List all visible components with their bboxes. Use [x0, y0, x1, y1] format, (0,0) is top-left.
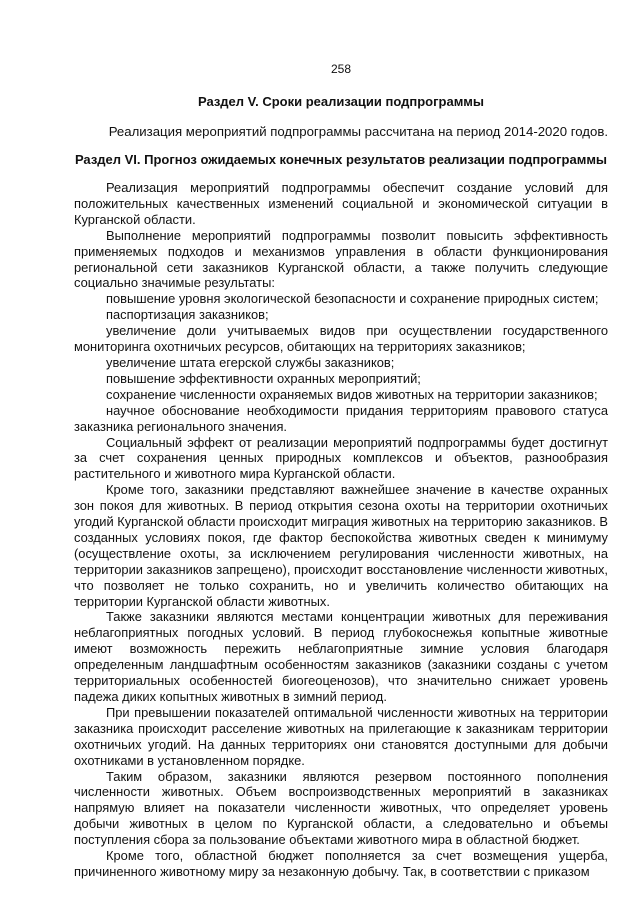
paragraph: Социальный эффект от реализации мероприятий подпрограммы будет достигнут за счет сохранения ценных природных комплексов и объектов, разнообразия растительного и животного мира Курганской области. [74, 434, 608, 482]
list-item: сохранение численности охраняемых видов животных на территории заказников; [106, 386, 598, 402]
paragraph: Кроме того, заказники представляют важнейшее значение в качестве охранных зон покоя для животных. В период открытия сезона охоты на территории охотничьих угодий Курганской области происходит миграция животных на территорию заказников. В созданных условиях покоя, где фактор беспокойства животных сведен к минимуму (осуществление охоты, за исключением регулирования численности животных, на территории заказников запрещено), происходит восстановление численности животных, что позволяет не только сохранить, но и увеличить количество обитающих на территории Курганской области животных. [74, 482, 608, 609]
list-item: научное обоснование необходимости придания территориям правового статуса заказника регионального значения. [74, 402, 608, 434]
paragraph: При превышении показателей оптимальной численности животных на территории заказника происходит расселение животных на прилегающие к заказникам территории охотничьих угодий. На данных территориях они становятся доступными для добычи охотниками в установленном порядке. [74, 704, 608, 768]
paragraph: Также заказники являются местами концентрации животных для переживания неблагоприятных погодных условий. В период глубокоснежья копытные животные имеют возможность пережить неблагоприятные зимние условия благодаря определенным ландшафтным особенностям заказников (заказники созданы с учетом территориальных особенностей биогеоценозов), что значительно снижает уровень падежа диких копытных животных в зимний период. [74, 609, 608, 704]
list-item: увеличение доли учитываемых видов при осуществлении государственного мониторинга охотничьих ресурсов, обитающих на территориях заказников; [74, 323, 608, 355]
list-item: увеличение штата егерской службы заказников; [106, 354, 395, 370]
section-6-body [74, 180, 608, 880]
paragraph: Выполнение мероприятий подпрограммы позволит повысить эффективность применяемых подходов и механизмов управления в области функционирования региональной сети заказников Курганской области, а также получить следующие социально значимые результаты: [74, 227, 608, 291]
list-item: паспортизация заказников; [106, 307, 269, 323]
section-5-title: Раздел V. Сроки реализации подпрограммы [197, 94, 485, 109]
paragraph: Таким образом, заказники являются резервом постоянного пополнения численности животных. Объем воспроизводственных мероприятий в заказниках напрямую влияет на показатели численности животных, что определяет уровень добычи животных в целом по Курганской области, а следовательно и объемы поступления сбора за пользование объектами животного мира в областной бюджет. [74, 768, 608, 848]
page-number: 258 [330, 62, 352, 76]
section-5-text: Реализация мероприятий подпрограммы рассчитана на период 2014-2020 годов. [108, 124, 608, 139]
paragraph: Кроме того, областной бюджет пополняется за счет возмещения ущерба, причиненного животному миру за незаконную добычу. Так, в соответствии с приказом [74, 848, 608, 879]
paragraph: Реализация мероприятий подпрограммы обеспечит создание условий для положительных качественных изменений социальной и экономической ситуации в Курганской области. [74, 180, 608, 227]
list-item: повышение эффективности охранных мероприятий; [106, 370, 421, 386]
section-6-title: Раздел VI. Прогноз ожидаемых конечных результатов реализации подпрограммы [74, 152, 608, 167]
list-item: повышение уровня экологической безопасности и сохранение природных систем; [106, 291, 599, 307]
